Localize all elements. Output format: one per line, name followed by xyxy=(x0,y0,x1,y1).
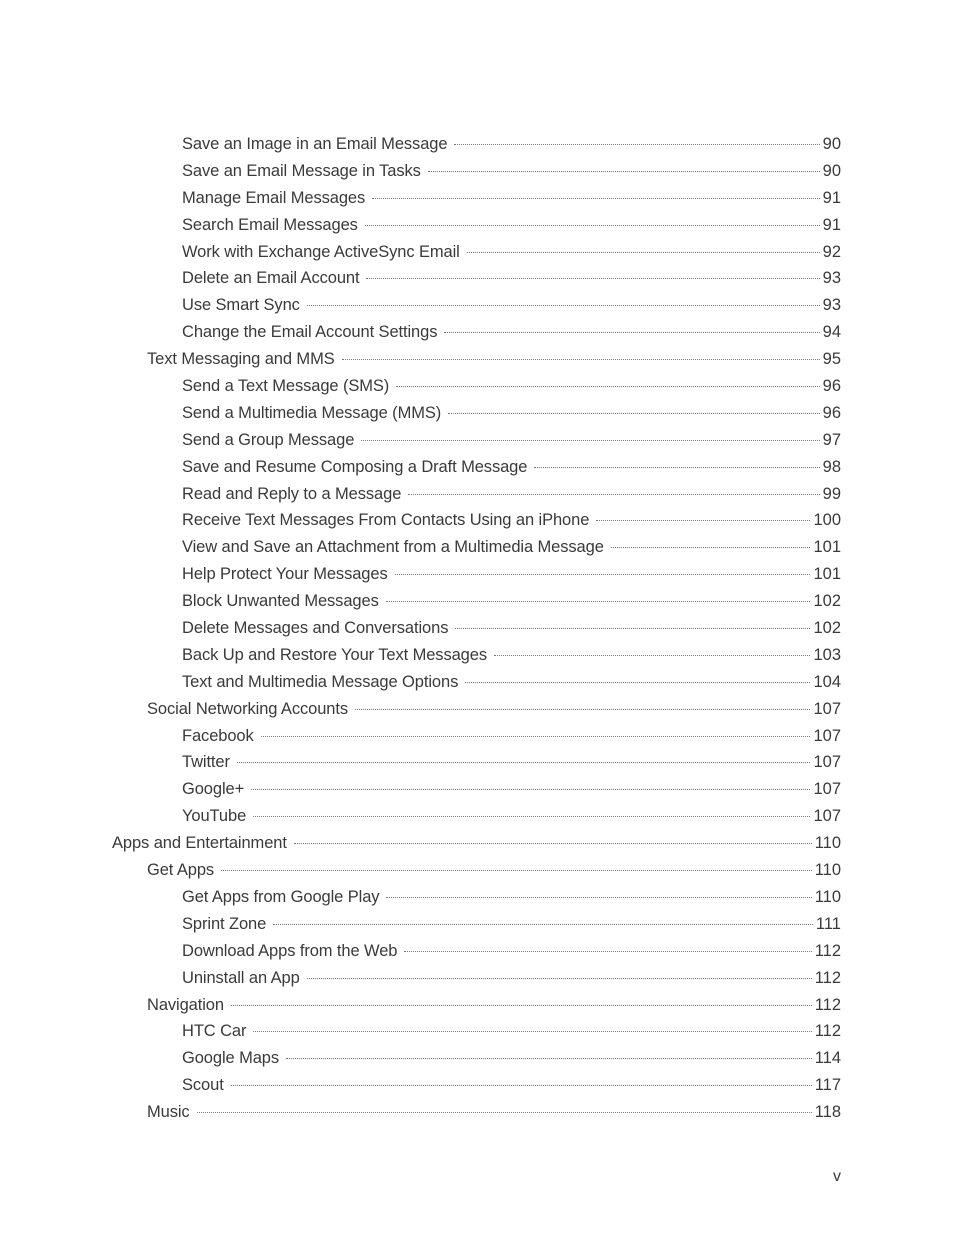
toc-entry-row xyxy=(0,346,954,373)
page-number: v xyxy=(833,1168,841,1185)
toc-entry-page-number: 91 xyxy=(822,215,841,234)
toc-entry-title: Back Up and Restore Your Text Messages xyxy=(182,645,487,664)
toc-entry-title: Save an Email Message in Tasks xyxy=(182,161,421,180)
toc-entry-page-number: 110 xyxy=(814,861,841,880)
toc-entry-page-number: 118 xyxy=(814,1103,841,1122)
dot-leader xyxy=(494,655,810,656)
toc-entry-link[interactable] xyxy=(0,938,954,965)
toc-entry-row xyxy=(0,427,954,454)
toc-entry-title: Use Smart Sync xyxy=(182,296,300,315)
toc-entry-link[interactable] xyxy=(0,561,954,588)
toc-entry-row xyxy=(0,911,954,938)
toc-entry-row xyxy=(0,373,954,400)
toc-entry-page-number: 102 xyxy=(813,592,841,611)
toc-entry-title: Download Apps from the Web xyxy=(182,941,398,960)
toc-entry-link[interactable] xyxy=(0,992,954,1019)
toc-entry-link[interactable] xyxy=(0,185,954,212)
toc-entry-row xyxy=(0,561,954,588)
toc-entry-link[interactable] xyxy=(0,319,954,346)
dot-leader xyxy=(386,601,811,602)
toc-entry-link[interactable] xyxy=(0,857,954,884)
toc-entry-title: Uninstall an App xyxy=(182,968,300,987)
toc-entry-row xyxy=(0,1099,954,1126)
dot-leader xyxy=(251,789,810,790)
toc-entry-row xyxy=(0,696,954,723)
toc-entry-link[interactable] xyxy=(0,427,954,454)
dot-leader xyxy=(444,332,819,333)
toc-entry-title: Help Protect Your Messages xyxy=(182,565,388,584)
toc-entry-title: Text Messaging and MMS xyxy=(147,350,335,369)
dot-leader xyxy=(465,682,810,683)
dot-leader xyxy=(611,547,811,548)
dot-leader xyxy=(307,978,812,979)
toc-entry-page-number: 110 xyxy=(814,887,841,906)
toc-entry-page-number: 102 xyxy=(813,619,841,638)
dot-leader xyxy=(448,413,819,414)
toc-entry-page-number: 107 xyxy=(813,807,841,826)
toc-entry-page-number: 91 xyxy=(822,188,841,207)
toc-entry-title: Social Networking Accounts xyxy=(147,699,348,718)
toc-entry-title: Navigation xyxy=(147,995,224,1014)
toc-entry-title: Scout xyxy=(182,1076,224,1095)
toc-entry-title: Block Unwanted Messages xyxy=(182,592,379,611)
toc-entry-title: Facebook xyxy=(182,726,254,745)
toc-entry-link[interactable] xyxy=(0,965,954,992)
toc-entry-link[interactable] xyxy=(0,1045,954,1072)
dot-leader xyxy=(404,951,811,952)
toc-entry-row xyxy=(0,319,954,346)
toc-entry-page-number: 101 xyxy=(813,538,841,557)
dot-leader xyxy=(253,816,810,817)
toc-entry-page-number: 92 xyxy=(822,242,841,261)
dot-leader xyxy=(261,736,811,737)
toc-entry-row xyxy=(0,534,954,561)
toc-entry-page-number: 107 xyxy=(813,726,841,745)
toc-entry-title: Send a Group Message xyxy=(182,430,355,449)
table-of-contents xyxy=(0,131,954,1126)
dot-leader xyxy=(307,305,820,306)
toc-entry-link[interactable] xyxy=(0,292,954,319)
toc-entry-row xyxy=(0,992,954,1019)
toc-entry-row xyxy=(0,884,954,911)
toc-entry-title: YouTube xyxy=(182,807,247,826)
toc-entry-title: Twitter xyxy=(182,753,230,772)
toc-entry-link[interactable] xyxy=(0,1072,954,1099)
toc-entry-row xyxy=(0,265,954,292)
toc-entry-page-number: 97 xyxy=(822,430,841,449)
toc-entry-row xyxy=(0,400,954,427)
toc-entry-page-number: 110 xyxy=(814,834,841,853)
toc-entry-link[interactable] xyxy=(0,239,954,266)
toc-entry-title: Music xyxy=(147,1103,190,1122)
toc-entry-title: Google+ xyxy=(182,780,245,799)
toc-entry-row xyxy=(0,185,954,212)
dot-leader xyxy=(395,574,811,575)
toc-entry-link[interactable] xyxy=(0,131,954,158)
toc-entry-page-number: 107 xyxy=(813,780,841,799)
toc-entry-title: Receive Text Messages From Contacts Using an iPhone xyxy=(182,511,590,530)
toc-entry-title: Sprint Zone xyxy=(182,914,267,933)
dot-leader xyxy=(355,709,810,710)
toc-entry-row xyxy=(0,292,954,319)
toc-entry-link[interactable] xyxy=(0,481,954,508)
toc-entry-title: Apps and Entertainment xyxy=(112,834,287,853)
dot-leader xyxy=(231,1085,812,1086)
toc-entry-page-number: 94 xyxy=(822,323,841,342)
dot-leader xyxy=(372,198,819,199)
toc-entry-link[interactable] xyxy=(0,507,954,534)
toc-entry-page-number: 90 xyxy=(822,161,841,180)
dot-leader xyxy=(386,897,811,898)
toc-entry-page-number: 98 xyxy=(822,457,841,476)
toc-entry-page-number: 96 xyxy=(822,403,841,422)
toc-entry-title: View and Save an Attachment from a Multimedia Message xyxy=(182,538,604,557)
toc-entry-row xyxy=(0,158,954,185)
dot-leader xyxy=(396,386,819,387)
toc-entry-row xyxy=(0,803,954,830)
dot-leader xyxy=(365,225,820,226)
toc-entry-row xyxy=(0,588,954,615)
toc-entry-title: Send a Text Message (SMS) xyxy=(182,377,390,396)
toc-entry-page-number: 112 xyxy=(814,995,841,1014)
toc-entry-row xyxy=(0,830,954,857)
dot-leader xyxy=(237,762,811,763)
toc-entry-row xyxy=(0,642,954,669)
toc-entry-link[interactable] xyxy=(0,642,954,669)
toc-entry-row xyxy=(0,965,954,992)
toc-entry-row xyxy=(0,1018,954,1045)
toc-entry-page-number: 112 xyxy=(814,1022,841,1041)
toc-entry-row xyxy=(0,1045,954,1072)
toc-entry-page-number: 107 xyxy=(813,753,841,772)
dot-leader xyxy=(231,1005,812,1006)
toc-entry-link[interactable] xyxy=(0,158,954,185)
toc-entry-link[interactable] xyxy=(0,265,954,292)
toc-entry-link[interactable] xyxy=(0,884,954,911)
toc-entry-page-number: 112 xyxy=(814,968,841,987)
toc-entry-page-number: 107 xyxy=(813,699,841,718)
toc-entry-title: Send a Multimedia Message (MMS) xyxy=(182,403,442,422)
dot-leader xyxy=(467,252,820,253)
toc-entry-title: Manage Email Messages xyxy=(182,188,366,207)
toc-entry-row xyxy=(0,857,954,884)
toc-entry-title: Get Apps xyxy=(147,861,215,880)
toc-entry-link[interactable] xyxy=(0,212,954,239)
toc-entry-page-number: 111 xyxy=(815,914,841,933)
toc-entry-link[interactable] xyxy=(0,803,954,830)
toc-entry-row xyxy=(0,1072,954,1099)
toc-entry-page-number: 104 xyxy=(813,672,841,691)
toc-entry-link[interactable] xyxy=(0,830,954,857)
toc-entry-row xyxy=(0,669,954,696)
toc-entry-link[interactable] xyxy=(0,1018,954,1045)
dot-leader xyxy=(197,1112,812,1113)
toc-entry-row xyxy=(0,776,954,803)
toc-entry-row xyxy=(0,131,954,158)
dot-leader xyxy=(253,1031,811,1032)
toc-entry-title: Change the Email Account Settings xyxy=(182,323,438,342)
toc-entry-link[interactable] xyxy=(0,1099,954,1126)
dot-leader xyxy=(221,870,812,871)
toc-entry-link[interactable] xyxy=(0,454,954,481)
toc-entry-title: Save and Resume Composing a Draft Message xyxy=(182,457,528,476)
toc-entry-page-number: 99 xyxy=(822,484,841,503)
toc-entry-page-number: 114 xyxy=(814,1049,841,1068)
toc-entry-link[interactable] xyxy=(0,669,954,696)
toc-entry-link[interactable] xyxy=(0,749,954,776)
toc-entry-link[interactable] xyxy=(0,588,954,615)
toc-entry-row xyxy=(0,454,954,481)
toc-entry-title: Get Apps from Google Play xyxy=(182,887,380,906)
toc-entry-title: HTC Car xyxy=(182,1022,247,1041)
toc-entry-title: Search Email Messages xyxy=(182,215,358,234)
toc-entry-title: Read and Reply to a Message xyxy=(182,484,402,503)
dot-leader xyxy=(294,843,812,844)
dot-leader xyxy=(534,467,819,468)
toc-entry-page-number: 96 xyxy=(822,377,841,396)
toc-entry-title: Save an Image in an Email Message xyxy=(182,135,448,153)
dot-leader xyxy=(408,494,819,495)
toc-entry-title: Delete an Email Account xyxy=(182,269,360,288)
dot-leader xyxy=(342,359,820,360)
toc-entry-row xyxy=(0,507,954,534)
toc-entry-link[interactable] xyxy=(0,534,954,561)
toc-entry-link[interactable] xyxy=(0,400,954,427)
toc-entry-title: Google Maps xyxy=(182,1049,280,1068)
toc-entry-row xyxy=(0,615,954,642)
toc-entry-link[interactable] xyxy=(0,615,954,642)
toc-entry-row xyxy=(0,481,954,508)
toc-entry-link[interactable] xyxy=(0,373,954,400)
toc-entry-page-number: 117 xyxy=(814,1076,841,1095)
dot-leader xyxy=(361,440,819,441)
toc-entry-page-number: 93 xyxy=(822,269,841,288)
toc-entry-link[interactable] xyxy=(0,346,954,373)
toc-entry-link[interactable] xyxy=(0,776,954,803)
toc-entry-link[interactable] xyxy=(0,696,954,723)
toc-entry-page-number: 100 xyxy=(813,511,841,530)
dot-leader xyxy=(596,520,810,521)
dot-leader xyxy=(428,171,820,172)
toc-entry-page-number: 112 xyxy=(814,941,841,960)
dot-leader xyxy=(454,144,819,145)
dot-leader xyxy=(286,1058,812,1059)
toc-entry-page-number: 103 xyxy=(813,645,841,664)
toc-entry-title: Text and Multimedia Message Options xyxy=(182,672,459,691)
toc-entry-row xyxy=(0,212,954,239)
toc-entry-page-number: 93 xyxy=(822,296,841,315)
toc-entry-page-number: 90 xyxy=(822,135,841,153)
toc-entry-row xyxy=(0,749,954,776)
toc-entry-title: Work with Exchange ActiveSync Email xyxy=(182,242,460,261)
dot-leader xyxy=(366,278,819,279)
toc-entry-link[interactable] xyxy=(0,723,954,750)
toc-entry-row xyxy=(0,938,954,965)
toc-entry-row xyxy=(0,239,954,266)
dot-leader xyxy=(455,628,810,629)
toc-entry-row xyxy=(0,723,954,750)
toc-entry-page-number: 95 xyxy=(822,350,841,369)
toc-entry-link[interactable] xyxy=(0,911,954,938)
toc-entry-title: Delete Messages and Conversations xyxy=(182,619,449,638)
toc-entry-page-number: 101 xyxy=(813,565,841,584)
dot-leader xyxy=(273,924,813,925)
